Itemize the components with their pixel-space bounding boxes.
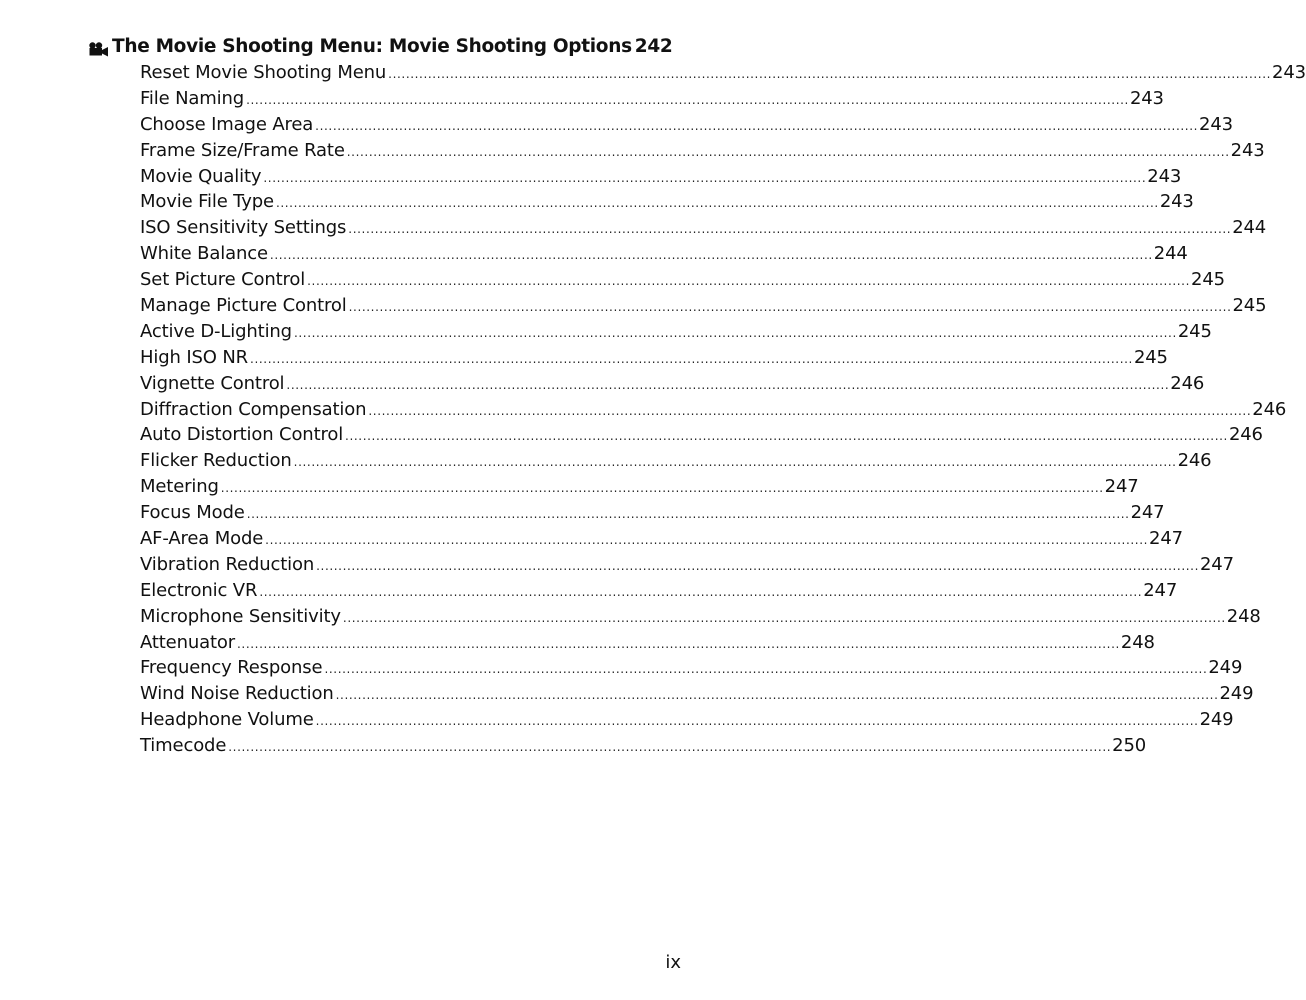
toc-dot-leader [286, 378, 1169, 392]
toc-entry-page: 243 [1230, 139, 1265, 161]
toc-entry-title: Movie File Type [140, 191, 274, 213]
toc-entry[interactable] [88, 657, 1243, 683]
toc-entry-title: Auto Distortion Control [140, 424, 344, 446]
toc-entry[interactable] [88, 165, 1182, 192]
toc-dot-leader [228, 740, 1111, 754]
page-number: ix [665, 952, 681, 973]
toc-dot-leader [307, 274, 1190, 288]
toc-entry-title: AF-Area Mode [140, 528, 264, 550]
toc-dot-leader [276, 196, 1159, 210]
toc-entry[interactable] [88, 579, 1178, 606]
toc-dot-leader [348, 222, 1231, 236]
toc-entry-title: Movie Quality [140, 165, 262, 187]
toc-entry-title: Focus Mode [140, 502, 245, 524]
toc-heading-title: The Movie Shooting Menu: Movie Shooting Options [112, 36, 632, 57]
toc-entry-page: 243 [1199, 113, 1233, 135]
toc-entry-title: Microphone Sensitivity [140, 605, 341, 627]
toc-entry[interactable] [88, 709, 1234, 735]
toc-entry[interactable] [88, 372, 1205, 399]
toc-entry-title: Wind Noise Reduction [140, 683, 334, 705]
toc-entry[interactable] [88, 320, 1212, 347]
toc-entry[interactable] [88, 424, 1263, 450]
toc-entry-page: 245 [1133, 346, 1168, 368]
toc-entry-page: 245 [1191, 269, 1225, 291]
toc-entry-page: 246 [1177, 450, 1212, 472]
toc-entry[interactable] [88, 62, 1306, 88]
toc-entry-page: 247 [1149, 528, 1183, 550]
toc-entry[interactable] [88, 113, 1233, 140]
toc-entry[interactable] [88, 217, 1267, 243]
toc-dot-leader [343, 611, 1226, 625]
toc-entry-page: 247 [1143, 579, 1178, 601]
toc-entry-title: Set Picture Control [140, 269, 306, 291]
toc-entry-page: 248 [1120, 631, 1155, 653]
toc-dot-leader [316, 559, 1199, 573]
toc-dot-leader [237, 637, 1120, 651]
toc-dot-leader [347, 145, 1230, 159]
toc-entry-page: 243 [1272, 62, 1306, 83]
toc-dot-leader [294, 455, 1177, 469]
toc-entry-title: Active D-Lighting [140, 320, 292, 342]
toc-dot-leader [345, 429, 1228, 443]
toc-entry[interactable] [88, 139, 1265, 166]
toc-entry-page: 245 [1232, 295, 1267, 317]
toc-entry-title: Frequency Response [140, 657, 323, 679]
toc-entry-page: 249 [1219, 683, 1254, 705]
toc-entry[interactable] [88, 346, 1168, 373]
toc-entry[interactable] [88, 269, 1225, 295]
toc-entry[interactable] [88, 502, 1165, 528]
toc-entry-page: 243 [1147, 165, 1182, 187]
movie-camera-icon [88, 42, 110, 57]
toc-entry-title: ISO Sensitivity Settings [140, 217, 347, 239]
toc-entry-page: 245 [1177, 320, 1212, 342]
toc-entry[interactable] [88, 735, 1147, 761]
toc-dot-leader [316, 714, 1199, 728]
toc-entry[interactable] [88, 605, 1261, 632]
toc-entry-page: 249 [1199, 709, 1234, 731]
toc-dot-leader [336, 688, 1219, 702]
toc-dot-leader [263, 171, 1146, 185]
toc-entry-page: 246 [1170, 372, 1205, 394]
toc-entry[interactable] [88, 243, 1188, 269]
toc-entry-page: 246 [1228, 424, 1263, 446]
toc-entry-title: High ISO NR [140, 346, 249, 368]
toc-entry-page: 247 [1104, 476, 1139, 498]
toc-entry-page: 250 [1112, 735, 1147, 757]
toc-dot-leader [324, 662, 1207, 676]
toc-section-heading[interactable] [88, 36, 673, 62]
toc-entry-title: Manage Picture Control [140, 295, 347, 317]
toc-entry-title: Vignette Control [140, 372, 285, 394]
toc-entry[interactable] [88, 631, 1155, 658]
toc-entry-title: Metering [140, 476, 219, 498]
toc-entry-title: Timecode [140, 735, 227, 757]
toc-entry-title: Attenuator [140, 631, 236, 653]
toc-dot-leader [294, 326, 1177, 340]
toc-dot-leader [349, 300, 1232, 314]
toc-entry-page: 243 [1159, 191, 1194, 213]
toc-entry[interactable] [88, 450, 1212, 476]
table-of-contents [88, 36, 1306, 761]
toc-heading-page: 242 [634, 36, 673, 57]
toc-entry-title: White Balance [140, 243, 268, 265]
toc-dot-leader [221, 481, 1104, 495]
toc-entry[interactable] [88, 476, 1139, 502]
toc-dot-leader [270, 248, 1153, 262]
toc-entry-page: 243 [1129, 87, 1164, 109]
toc-entry[interactable] [88, 295, 1267, 321]
toc-entry[interactable] [88, 683, 1254, 709]
toc-dot-leader [247, 507, 1130, 521]
toc-entry-title: Frame Size/Frame Rate [140, 139, 345, 161]
toc-entry-title: Choose Image Area [140, 113, 314, 135]
toc-entry[interactable] [88, 398, 1287, 425]
toc-entry[interactable] [88, 553, 1234, 580]
toc-entry-title: Flicker Reduction [140, 450, 292, 472]
toc-entry-title: Diffraction Compensation [140, 398, 367, 420]
toc-entry-list [88, 62, 1306, 761]
toc-entry-title: Reset Movie Shooting Menu [140, 62, 387, 83]
toc-entry-page: 244 [1232, 217, 1267, 239]
toc-entry-page: 244 [1153, 243, 1188, 265]
toc-entry-page: 247 [1130, 502, 1165, 524]
toc-entry[interactable] [88, 87, 1164, 114]
toc-entry-title: Vibration Reduction [140, 553, 315, 575]
toc-entry-page: 249 [1208, 657, 1243, 679]
toc-dot-leader [368, 404, 1251, 418]
toc-entry-title: Headphone Volume [140, 709, 314, 731]
toc-dot-leader [246, 93, 1129, 107]
toc-dot-leader [315, 119, 1198, 133]
toc-entry[interactable] [88, 528, 1183, 554]
toc-entry-title: File Naming [140, 87, 245, 109]
toc-entry[interactable] [88, 191, 1194, 217]
toc-dot-leader [250, 352, 1133, 366]
toc-dot-leader [388, 67, 1271, 81]
toc-entry-page: 247 [1200, 553, 1234, 575]
toc-dot-leader [259, 585, 1142, 599]
toc-entry-page: 246 [1252, 398, 1287, 420]
toc-entry-page: 248 [1226, 605, 1261, 627]
toc-entry-title: Electronic VR [140, 579, 258, 601]
toc-dot-leader [265, 533, 1148, 547]
